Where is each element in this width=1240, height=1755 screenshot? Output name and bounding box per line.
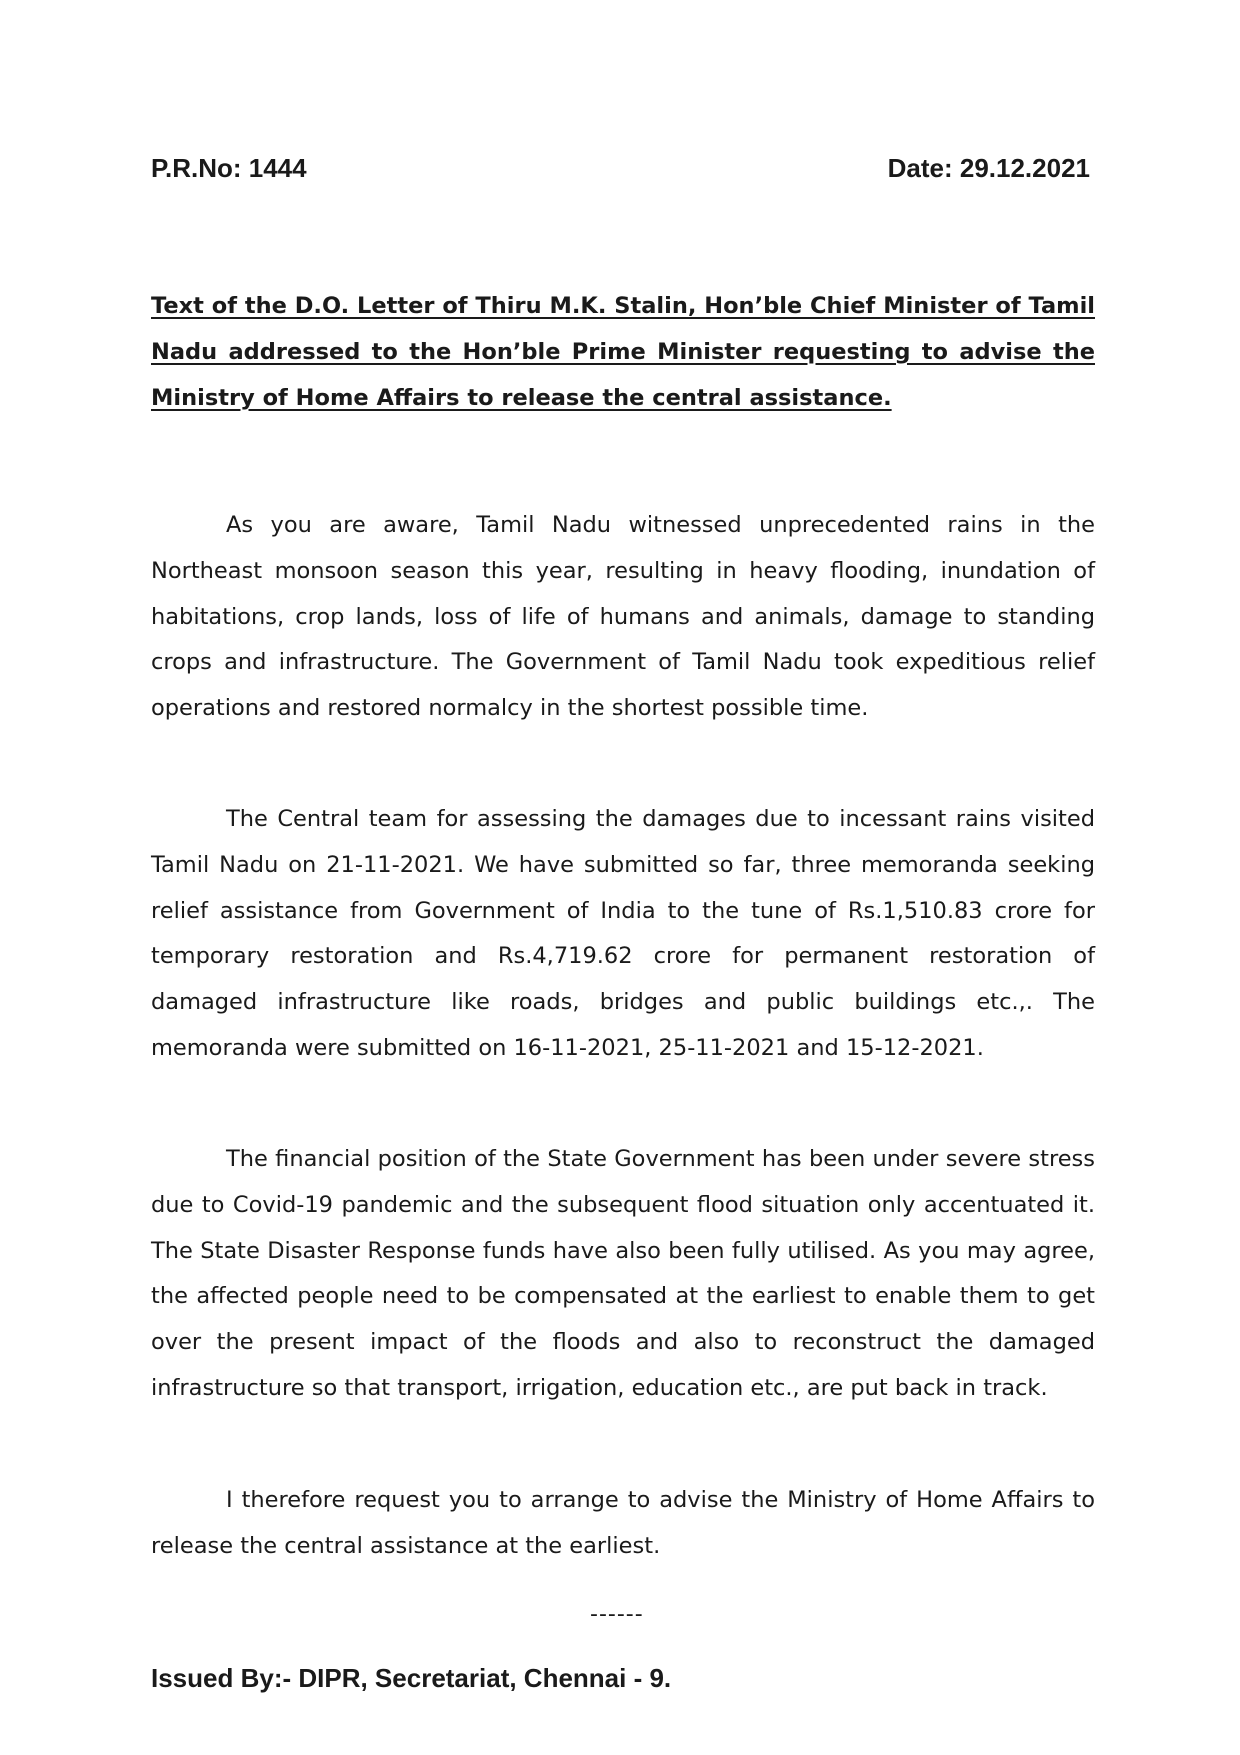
paragraph-central-team: The Central team for assessing the damages due to incessant rains visited Tamil Nadu on 21-11-2021. We have submitted so far, three memoranda seeking relief assistance from Government of India to the tune of Rs.1,510.83 crore for temporary restoration and Rs.4,719.62 crore for permanent restoration of damaged infrastructure like roads, bridges and public buildings etc.,. The memoranda were submitted on 16-11-2021, 25-11-2021 and 15-12-2021. [151,806,1095,1061]
separator-dashes: ------ [590,1602,644,1627]
press-release-header [151,150,1090,186]
paragraph-rains: As you are aware, Tamil Nadu witnessed unprecedented rains in the Northeast monsoon season this year, resulting in heavy flooding, inundation of habitations, crop lands, loss of life of humans and animals, damage to standing crops and infrastructure. The Government of Tamil Nadu took expeditious relief operations and restored normalcy in the shortest possible time. [151,512,1095,722]
issued-by-footer: Issued By:- DIPR, Secretariat, Chennai - 9. [151,1663,672,1693]
press-release-date: Date: 29.12.2021 [887,153,1090,183]
press-release-number: P.R.No: 1444 [151,153,307,183]
paragraph-request: I therefore request you to arrange to advise the Ministry of Home Affairs to release the central assistance at the earliest. [151,1487,1095,1559]
paragraph-financial-position: The financial position of the State Government has been under severe stress due to Covid-19 pandemic and the subsequent flood situation only accentuated it. The State Disaster Response funds have also been fully utilised. As you may agree, the affected people need to be compensated at the earliest to enable them to get over the present impact of the floods and also to reconstruct the damaged infrastructure so that transport, irrigation, education etc., are put back in track. [151,1146,1095,1401]
document-title: Text of the D.O. Letter of Thiru M.K. Stalin, Hon’ble Chief Minister of Tamil Nadu addressed to the Hon’ble Prime Minister requesting to advise the Ministry of Home Affairs to release the central assistance. [151,293,1095,411]
